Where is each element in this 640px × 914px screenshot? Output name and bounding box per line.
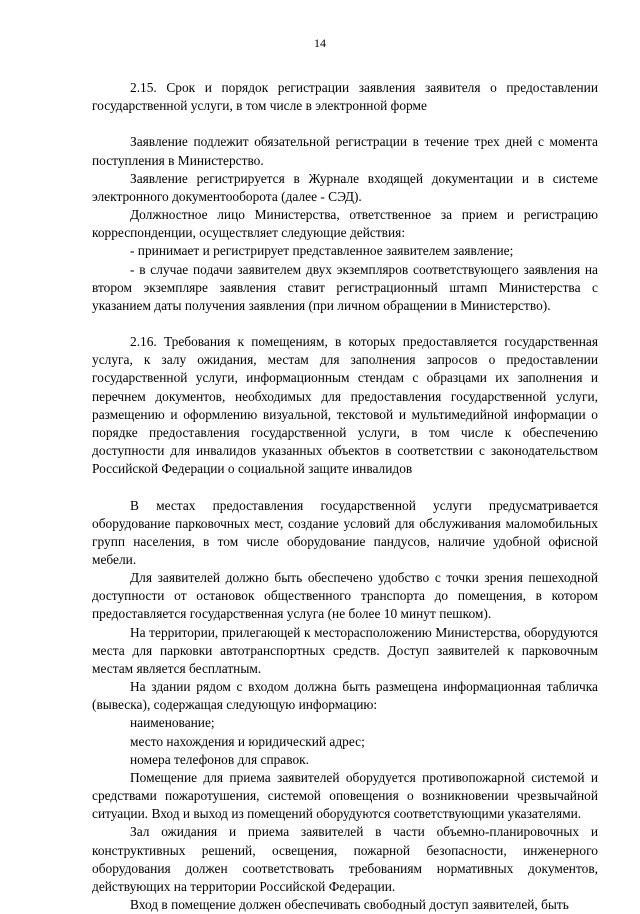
paragraph: Помещение для приема заявителей оборудуется противопожарной системой и средствами пожаротушения, системой оповещения о возникновении чрезвычайной ситуации. Вход и выход из помещений оборудуются соответствующими указателями. [92,769,598,822]
paragraph: Зал ожидания и приема заявителей в части объемно-планировочных и конструктивных решений, освещения, пожарной безопасности, инженерного оборудования должен соответствовать требованиям нормативных документов, действующих на территории Российской Федерации. [92,824,598,894]
paragraph: Должностное лицо Министерства, ответственное за прием и регистрацию корреспонденции, осуществляет следующие действия: [92,207,598,241]
section-heading-2-15: 2.15. Срок и порядок регистрации заявления заявителя о предоставлении государственной услуги, в том числе в электронной форме [92,80,598,114]
paragraph: На здании рядом с входом должна быть размещена информационная табличка (вывеска), содержащая следующую информацию: [92,679,598,713]
paragraph: Вход в помещение должен обеспечивать свободный доступ заявителей, быть [130,896,569,912]
list-item: - в случае подачи заявителем двух экземпляров соответствующего заявления на втором экземпляре заявления ставит регистрационный штамп Министерства с указанием даты получения заявления (при личном обращении в Министерство). [92,261,598,313]
list-item: - принимает и регистрирует представленное заявителем заявление; [130,243,514,259]
list-item: номера телефонов для справок. [130,751,310,767]
document-body [92,79,598,914]
section-heading-2-16: 2.16. Требования к помещениям, в которых предоставляется государственная услуга, к залу ожидания, местам для заполнения запросов о предоставлении государственной услуги, информационным стендам с образцами их заполнения и перечнем документов, необходимых для предоставления государственной услуги, размещению и оформлению визуальной, текстовой и мультимедийной информации о порядке предоставления государственной услуги, в том числе к обеспечению доступности для инвалидов указанных объектов в соответствии с законодательством Российской Федерации о социальной защите инвалидов [92,334,598,477]
paragraph: Заявление подлежит обязательной регистрации в течение трех дней с момента поступления в Министерство. [92,134,598,168]
paragraph: Заявление регистрируется в Журнале входящей документации и в системе электронного документооборота (далее - СЭД). [92,170,598,204]
list-item: наименование; [130,715,215,731]
list-item: место нахождения и юридический адрес; [130,733,365,749]
paragraph: Для заявителей должно быть обеспечено удобство с точки зрения пешеходной доступности от остановок общественного транспорта до помещения, в котором предоставляется государственная услуга (не более 10 минут пешком). [92,570,598,622]
paragraph: В местах предоставления государственной услуги предусматривается оборудование парковочных мест, создание условий для обслуживания маломобильных групп населения, в том числе оборудование пандусов, наличие удобной офисной мебели. [92,497,598,568]
paragraph: На территории, прилегающей к месторасположению Министерства, оборудуются места для парковки автотранспортных средств. Доступ заявителей к парковочным местам является бесплатным. [92,624,598,676]
page-number: 14 [314,36,326,50]
